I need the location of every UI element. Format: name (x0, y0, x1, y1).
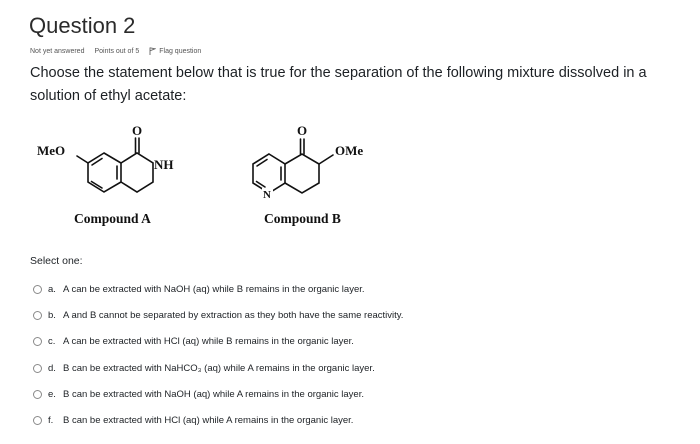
question-status: Not yet answered (30, 47, 85, 55)
answer-text: A can be extracted with HCl (aq) while B remains in the organic layer. (63, 336, 354, 348)
compound-a-label: Compound A (74, 211, 151, 226)
radio-button[interactable] (33, 337, 42, 346)
compound-b-carbonyl-o: O (297, 123, 308, 138)
compound-a-nh-label: NH (154, 157, 174, 172)
answer-letter: e. (48, 388, 56, 400)
flag-question-link[interactable] (149, 47, 201, 55)
answer-letter: b. (48, 309, 56, 321)
compound-b-structure (253, 139, 333, 193)
radio-button[interactable] (33, 364, 42, 373)
radio-button[interactable] (33, 311, 42, 320)
answer-option-c[interactable] (33, 329, 403, 355)
chemical-structures (0, 112, 700, 242)
compound-b-n-label: N (263, 189, 271, 201)
compound-a-carbonyl-o: O (132, 123, 143, 138)
answer-option-d[interactable] (33, 355, 403, 381)
flag-question-label: Flag question (159, 47, 202, 55)
compound-a-structure (77, 138, 153, 192)
answer-option-a[interactable] (33, 276, 403, 302)
radio-button[interactable] (33, 416, 42, 425)
question-info (30, 47, 201, 55)
answer-text: B can be extracted with HCl (aq) while A remains in the organic layer. (63, 415, 354, 427)
question-points: Points out of 5 (94, 47, 140, 55)
answer-letter: d. (48, 362, 56, 374)
compound-b-ome-label: OMe (335, 143, 364, 158)
question-title: Question 2 (29, 13, 136, 38)
answer-option-b[interactable] (33, 302, 403, 328)
answer-option-f[interactable] (33, 407, 403, 433)
answer-text: B can be extracted with NaHCO₃ (aq) while A remains in the organic layer. (63, 362, 375, 374)
answer-letter: a. (48, 283, 56, 295)
question-text: Choose the statement below that is true for the separation of the following mixture dissolved in a solution of ethyl acetate: (30, 65, 647, 104)
radio-button[interactable] (33, 285, 42, 294)
answer-text: A can be extracted with NaOH (aq) while B remains in the organic layer. (63, 283, 365, 295)
flag-icon (149, 47, 156, 55)
answer-options (33, 276, 403, 434)
compound-b-label: Compound B (264, 211, 341, 226)
answer-text: A and B cannot be separated by extraction as they both have the same reactivity. (63, 309, 404, 321)
radio-button[interactable] (33, 390, 42, 399)
answer-letter: c. (48, 336, 56, 348)
answer-option-e[interactable] (33, 381, 403, 407)
compound-a-meo-label: MeO (37, 143, 66, 158)
answer-letter: f. (48, 415, 54, 427)
answer-text: B can be extracted with NaOH (aq) while A remains in the organic layer. (63, 388, 364, 400)
select-one-prompt: Select one: (30, 255, 83, 267)
